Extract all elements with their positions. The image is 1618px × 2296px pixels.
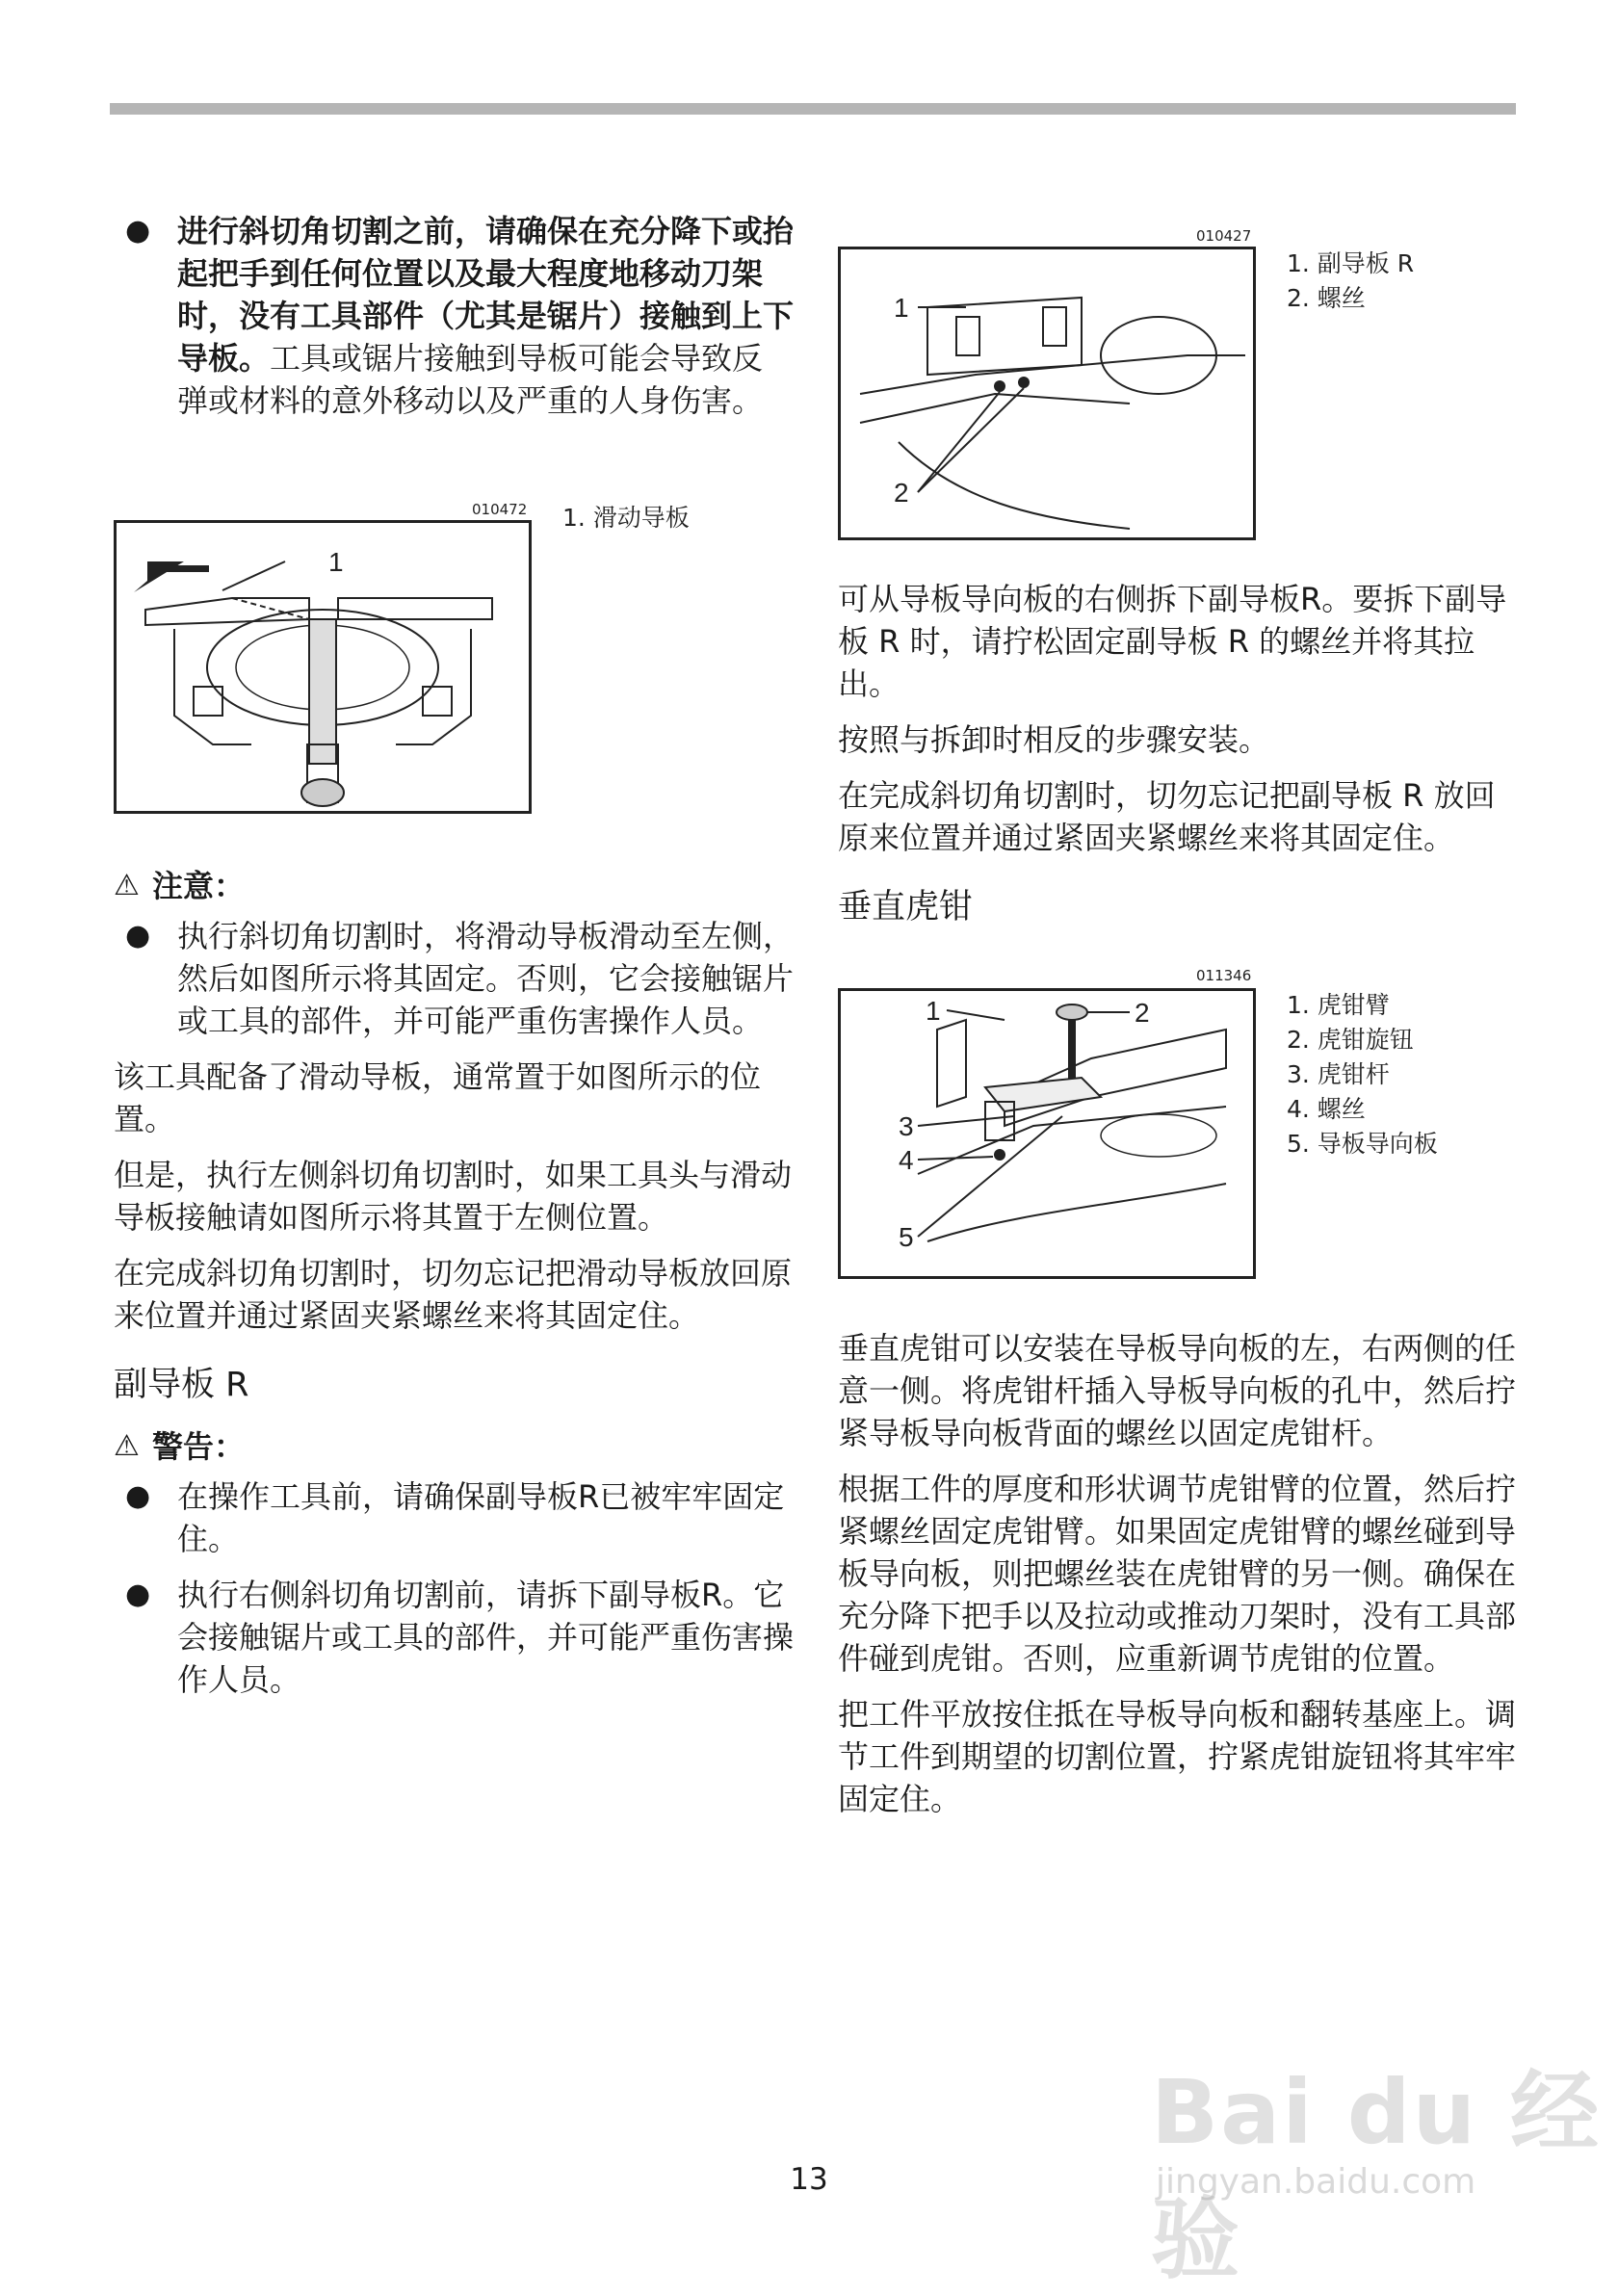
sliding-fence-illustration: [117, 523, 529, 811]
callout-2: 2: [894, 478, 909, 508]
screw-a: [994, 380, 1005, 392]
table-curve: [899, 442, 1130, 529]
leader-line-5: [918, 1116, 1062, 1237]
bullet-dot: ●: [125, 919, 151, 952]
right-column-middle: [838, 578, 1518, 948]
bullet-dot: ●: [125, 214, 151, 248]
right-fence: [338, 598, 492, 619]
legend-item: 1. 滑动导板: [562, 504, 690, 532]
paragraph: 但是，执行左侧斜切角切割时，如果工具头与滑动导板接触请如图所示将其置于左侧位置。: [114, 1157, 793, 1236]
paragraph: 该工具配备了滑动导板，通常置于如图所示的位置。: [114, 1058, 762, 1137]
turntable: [1101, 1114, 1216, 1157]
figure-frame: [838, 247, 1256, 540]
legend-item: 1. 副导板 R: [1287, 249, 1415, 277]
kerf-plate: [309, 619, 336, 764]
paragraph: 根据工件的厚度和形状调节虎钳臂的位置，然后拧紧螺丝固定虎钳臂。如果固定虎钳臂的螺丝碰到导板导向板，则把螺丝装在虎钳臂的另一侧。确保在充分降下把手以及拉动或推动刀架时，没有工具部件碰到虎钳。否则，应重新调节虎钳的位置。: [838, 1471, 1517, 1677]
legend-item: 3. 虎钳杆: [1287, 1060, 1390, 1088]
page-number: 13: [790, 2162, 828, 2197]
fence-upright: [937, 1020, 966, 1107]
bullet-dot: ●: [125, 1578, 151, 1611]
watermark-url: jingyan.baidu.com: [1156, 2162, 1476, 2202]
callout-5: 5: [899, 1222, 914, 1252]
slide-arrow-shaft: [151, 565, 209, 572]
screw-b: [1018, 377, 1030, 388]
warning-bullet: [114, 1574, 794, 1701]
vise-knob: [1057, 1004, 1087, 1020]
figure-legend: [562, 501, 690, 535]
figure-code: 011346: [1196, 967, 1252, 984]
fence-bracket-left: [956, 317, 979, 355]
bullet-dot: ●: [125, 1479, 151, 1513]
legend-item: 1. 虎钳臂: [1287, 991, 1390, 1019]
vise-rod: [1068, 1020, 1076, 1087]
warning-text: 在操作工具前，请确保副导板R已被牢牢固定住。: [177, 1478, 785, 1557]
sliding-fence: [145, 598, 309, 625]
callout-4: 4: [899, 1145, 914, 1175]
intro-bold-text: 进行斜切角切割之前，请确保在充分降下或抬起把手到任何位置以及最大程度地移动刀架时，没有工具部件（尤其是锯片）接触到上下导板。: [177, 213, 795, 377]
paragraph: 可从导板导向板的右侧拆下副导板R。要拆下副导板 R 时，请拧松固定副导板 R 的螺丝并将其拉出。: [838, 581, 1507, 702]
figure-code: 010472: [472, 501, 528, 518]
callout-3: 3: [899, 1111, 914, 1141]
figure-frame: [838, 988, 1256, 1279]
leader-line-1: [222, 561, 285, 590]
paragraph: 垂直虎钳可以安装在导板导向板的左，右两侧的任意一侧。将虎钳杆插入导板导向板的孔中，然后拧紧导板导向板背面的螺丝以固定虎钳杆。: [838, 1330, 1517, 1451]
figure-frame: [114, 520, 532, 814]
callout-1: 1: [328, 547, 344, 577]
warning-heading: [114, 1425, 794, 1468]
callout-2: 2: [1135, 998, 1150, 1028]
paragraph: 把工件平放按住抵在导板导向板和翻转基座上。调节工件到期望的切割位置，拧紧虎钳旋钮将其牢牢固定住。: [838, 1696, 1517, 1817]
grip-knob: [301, 779, 344, 806]
intro-bullet: [114, 210, 794, 422]
legend-item: 2. 螺丝: [1287, 284, 1366, 312]
intro-normal-text: 工具或锯片接触到导板可能会导致反弹或材料的意外移动以及严重的人身伤害。: [177, 340, 764, 419]
callout-1: 1: [894, 293, 909, 323]
callout-1: 1: [926, 996, 941, 1026]
aux-fence-r: [927, 298, 1082, 375]
warning-triangle-icon: ⚠: [114, 869, 140, 902]
legend-item: 4. 螺丝: [1287, 1095, 1366, 1123]
aux-fence-illustration: [841, 249, 1253, 537]
vise-arm: [985, 1078, 1101, 1111]
warning-triangle-icon: ⚠: [114, 1429, 140, 1463]
top-rule: [110, 103, 1516, 115]
screw: [994, 1149, 1005, 1161]
leader-line-2b: [918, 388, 1024, 492]
section-title-vertical-vise: 垂直虎钳: [838, 888, 974, 926]
watermark-logo: Bai du 经验: [1151, 2061, 1602, 2291]
caution-heading: [114, 865, 794, 907]
paragraph: 在完成斜切角切割时，切勿忘记把滑动导板放回原来位置并通过紧固夹紧螺丝来将其固定住。: [114, 1255, 793, 1334]
paragraph: 按照与拆卸时相反的步骤安装。: [838, 721, 1270, 758]
figure-code: 010427: [1196, 227, 1252, 245]
left-column-lower: [114, 865, 794, 1714]
paragraph: 在完成斜切角切割时，切勿忘记把副导板 R 放回原来位置并通过紧固夹紧螺丝来将其固定住。: [838, 777, 1496, 856]
legend-item: 5. 导板导向板: [1287, 1130, 1438, 1158]
warning-bullet: [114, 1475, 794, 1560]
leader-line-3: [918, 1116, 1014, 1126]
guide-plate: [1005, 1030, 1226, 1126]
figure-legend: [1287, 988, 1438, 1161]
warning-title: 警告：: [152, 1428, 246, 1465]
caution-text: 执行斜切角切割时，将滑动导板滑动至左侧，然后如图所示将其固定。否则，它会接触锯片或工具的部件，并可能严重伤害操作人员。: [177, 918, 795, 1039]
vertical-vise-illustration: [841, 991, 1253, 1276]
leader-line-1: [947, 1010, 1005, 1020]
left-column: [114, 210, 794, 435]
caution-title: 注意：: [152, 868, 246, 904]
caution-bullet: [114, 915, 794, 1042]
figure-legend: [1287, 247, 1414, 316]
legend-item: 2. 虎钳旋钮: [1287, 1026, 1414, 1054]
right-column-lower: [838, 1327, 1518, 1834]
fence-bracket-right: [1043, 307, 1066, 346]
section-title-aux-fence: 副导板 R: [114, 1366, 249, 1404]
warning-text: 执行右侧斜切角切割前，请拆下副导板R。它会接触锯片或工具的部件，并可能严重伤害操作人员。: [177, 1577, 795, 1698]
base-edge: [918, 1107, 1226, 1174]
